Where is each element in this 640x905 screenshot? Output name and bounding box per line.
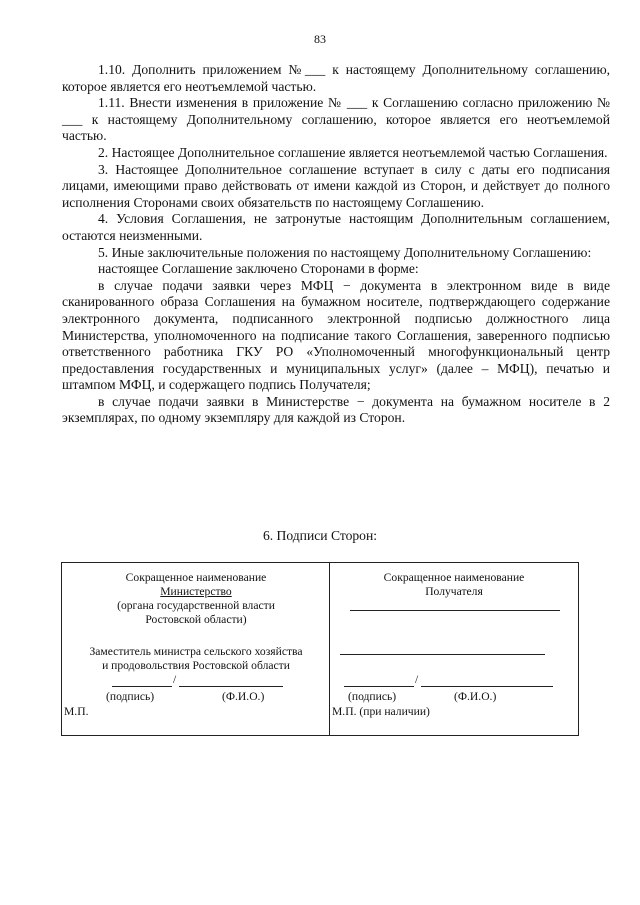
signature-ministry: [62, 563, 330, 735]
signature-recipient: [330, 563, 578, 735]
recipient-label-1: Сокращенное наименование: [383, 571, 525, 584]
position-line-1: Заместитель министра сельского хозяйства: [89, 645, 303, 658]
ministry-name: Министерство: [160, 585, 232, 598]
section-title: 6. Подписи Сторон:: [262, 528, 378, 543]
position-line-2: и продовольствия Ростовской области: [102, 659, 290, 672]
recipient-signature-slash: /: [415, 673, 419, 686]
paragraph-mfc: в случае подачи заявки через МФЦ − документа в электронном виде в виде сканированного образа Соглашения на бумажном носителе, подтверждающего содержание электронного документа, подписанного электронной подписью должностного лица Министерства, уполномоченного на подписание такого Соглашения, заверенного подписью ответственного работника ГКУ РО «Уполномоченный многофункциональный центр предоставления государственных и муниципальных услуг» (далее – МФЦ), печатью и штампом МФЦ, и содержащего подпись Получателя;: [62, 277, 610, 393]
signature-blank: [112, 686, 172, 687]
name-blank: [179, 686, 283, 687]
recipient-label-2: Получателя: [425, 585, 483, 598]
paragraph-2: 2. Настоящее Дополнительное соглашение является неотъемлемой частью Соглашения.: [98, 144, 608, 160]
ministry-label-2: (органа государственной власти: [117, 599, 275, 612]
document-body: [62, 62, 610, 427]
recipient-name-label: (Ф.И.О.): [454, 690, 497, 703]
recipient-position-blank: [340, 654, 545, 655]
name-label: (Ф.И.О.): [222, 690, 265, 703]
ministry-label-1: Сокращенное наименование: [125, 571, 267, 584]
recipient-fio-blank: [421, 686, 553, 687]
recipient-stamp-label: М.П. (при наличии): [332, 705, 430, 718]
paragraph-form: настоящее Соглашение заключено Сторонами в форме:: [98, 261, 419, 277]
paragraph-1-11: 1.11. Внести изменения в приложение № ___ к Соглашению согласно приложению № ___ к настоящему Дополнительному соглашению, которое является его неотъемлемой частью.: [62, 95, 610, 144]
paragraph-3: 3. Настоящее Дополнительное соглашение вступает в силу с даты его подписания лицами, имеющими право действовать от имени каждой из Сторон, и действует до полного исполнения Сторонами своих обязательств по настоящему Соглашению.: [62, 161, 610, 210]
paragraph-1-10: 1.10. Дополнить приложением №___ к настоящему Дополнительному соглашению, которое является его неотъемлемой частью.: [62, 62, 610, 94]
recipient-signature-blank: [344, 686, 414, 687]
recipient-sign-label: (подпись): [348, 690, 397, 703]
sign-label: (подпись): [106, 690, 155, 703]
signature-slash: /: [173, 673, 177, 686]
ministry-label-3: Ростовской области): [145, 613, 247, 626]
page-number: 83: [314, 32, 326, 46]
paragraph-4: 4. Условия Соглашения, не затронутые настоящим Дополнительным соглашением, остаются неизменными.: [62, 211, 610, 243]
signature-table: [61, 562, 579, 736]
paragraph-5: 5. Иные заключительные положения по настоящему Дополнительному Соглашению:: [98, 244, 592, 260]
stamp-label: М.П.: [64, 705, 89, 718]
recipient-name-blank: [350, 610, 560, 611]
paragraph-ministry: в случае подачи заявки в Министерстве − документа на бумажном носителе в 2 экземплярах, по одному экземпляру для каждой из Сторон.: [62, 393, 610, 426]
